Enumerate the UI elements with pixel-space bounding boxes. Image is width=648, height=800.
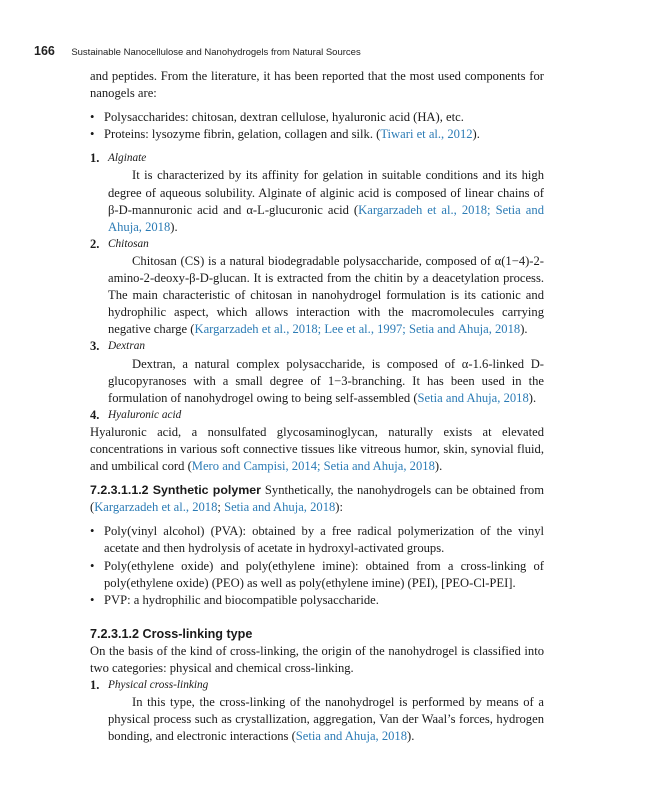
citation-link[interactable]: Kargarzadeh et al., 2018; Setia and Ahuja, 2018 xyxy=(108,202,544,234)
item-title: Physical cross-linking xyxy=(108,679,209,692)
numbered-item-chitosan: 2. Chitosan xyxy=(90,236,544,253)
citation-link[interactable]: Mero and Campisi, 2014; Setia and Ahuja, 2018 xyxy=(191,459,435,474)
item-body: It is characterized by its affinity for gelation in suitable conditions and its high degree of aqueous solubility. Alginate of alginic acid is composed of linear chains of β-D-mannuronic acid and α-L-glucuronic acid (Kargarzadeh et al., 2018; Setia and Ahuja, 2018). xyxy=(108,168,544,234)
section-heading: 7.2.3.1.2 Cross-linking type xyxy=(90,626,253,641)
citation-link[interactable]: Kargarzadeh et al., 2018; Lee et al., 1997; Setia and Ahuja, 2018 xyxy=(194,322,521,337)
running-header xyxy=(34,42,361,60)
section-heading: 7.2.3.1.1.2 Synthetic polymer xyxy=(90,483,261,498)
item-body: Hyaluronic acid, a nonsulfated glycosaminoglycan, naturally exists at elevated concentrations in various soft connective tissues like vitreous humor, skin, synovial fluid, and umbilical cord (Mero and Campisi, 2014; Setia and Ahuja, 2018). xyxy=(90,424,544,474)
page-number: 166 xyxy=(34,44,55,58)
item-body: In this type, the cross-linking of the nanohydrogel is performed by means of a physical process such as crystallization, aggregation, Van der Waal’s forces, hydrogen bonding, and electronic interactions (Setia and Ahuja, 2018). xyxy=(108,695,544,744)
crosslink-paragraph: On the basis of the kind of cross-linking, the origin of the nanohydrogel is classified into two categories: physical and chemical cross-linking. xyxy=(90,643,544,675)
numbered-item-hyaluronic-acid: 4. Hyaluronic acid xyxy=(90,407,544,424)
citation-link[interactable]: Kargarzadeh et al., 2018 xyxy=(94,500,218,515)
numbered-item-physical-cross-linking: 1. Physical cross-linking xyxy=(90,677,544,694)
item-title: Hyaluronic acid xyxy=(108,408,182,421)
item-body: Dextran, a natural complex polysaccharide, is composed of α-1.6-linked D-glucopyranoses with a small degree of 1−3-branching. It has been used in the formulation of nanohydrogel owing to being self-assembled (Setia and Ahuja, 2018). xyxy=(108,356,544,405)
intro-paragraph: and peptides. From the literature, it has been reported that the most used components for nanogels are: xyxy=(90,69,544,101)
numbered-item-dextran: 3. Dextran xyxy=(90,338,544,355)
citation-link[interactable]: Tiwari et al., 2012 xyxy=(380,127,473,142)
citation-link[interactable]: Setia and Ahuja, 2018 xyxy=(295,729,408,744)
bullet-item: • Poly(ethylene oxide) and poly(ethylene imine): obtained from a cross-linking of poly(ethylene oxide) (PEO) as well as poly(ethylene imine) (PEI), [PEO-Cl-PEI]. xyxy=(90,558,544,590)
synthetic-polymer-paragraph: 7.2.3.1.1.2 Synthetic polymer Synthetically, the nanohydrogels can be obtained from (Kargarzadeh et al., 2018; Setia and Ahuja, 2018): xyxy=(90,483,545,515)
item-title: Dextran xyxy=(108,340,146,353)
item-title: Chitosan xyxy=(108,237,149,250)
numbered-item-alginate: 1. Alginate xyxy=(90,150,544,167)
item-body: Chitosan (CS) is a natural biodegradable polysaccharide, composed of α(1−4)-2-amino-2-deoxy-β-D-glucan. It is extracted from the chitin by a deacetylation process. The main characteristic of chitosan in nanohydrogel formulation is its cationic and hydrophilic aspect, which allows interaction with the macromolecules carrying negative charge (Kargarzadeh et al., 2018; Lee et al., 1997; Setia and Ahuja, 2018). xyxy=(108,253,544,337)
book-title: Sustainable Nanocellulose and Nanohydrogels from Natural Sources xyxy=(71,47,361,58)
bullet-item: • Proteins: lysozyme fibrin, gelation, collagen and silk. (Tiwari et al., 2012). xyxy=(90,127,480,142)
bullet-item: • Poly(vinyl alcohol) (PVA): obtained by a free radical polymerization of the vinyl acetate and then hydrolysis of acetate in hydroxyl-activated groups. xyxy=(90,524,544,556)
bullet-item: • Polysaccharides: chitosan, dextran cellulose, hyaluronic acid (HA), etc. xyxy=(90,110,464,125)
item-title: Alginate xyxy=(108,152,147,165)
citation-link[interactable]: Setia and Ahuja, 2018 xyxy=(417,390,529,405)
citation-link[interactable]: Setia and Ahuja, 2018 xyxy=(224,500,336,515)
main-text xyxy=(90,68,544,745)
bullet-item: • PVP: a hydrophilic and biocompatible polysaccharide. xyxy=(90,592,379,607)
